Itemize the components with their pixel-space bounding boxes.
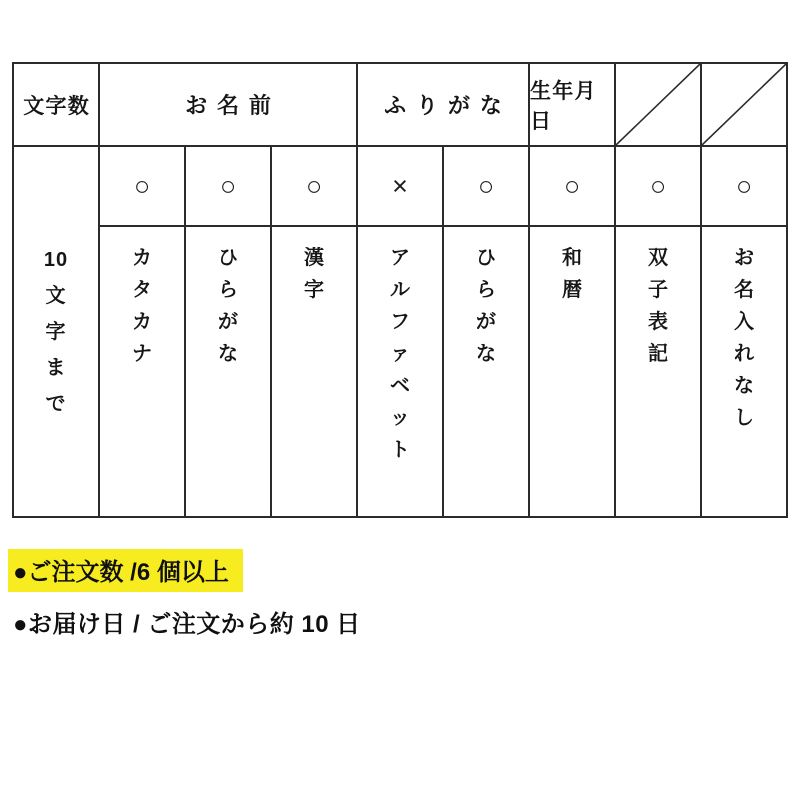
header-diagonal-cell-2 <box>700 64 786 147</box>
vertical-char: な <box>734 375 754 397</box>
vertical-char: カ <box>132 247 152 269</box>
vertical-char: ト <box>390 439 410 461</box>
vertical-char: ナ <box>132 343 152 365</box>
options-row <box>98 227 786 516</box>
vertical-char: ア <box>390 247 410 269</box>
vertical-char: カ <box>132 311 152 333</box>
vertical-char: が <box>218 311 238 333</box>
mark-katakana: ○ <box>133 170 151 201</box>
header-name-label: お名前 <box>185 93 281 118</box>
vertical-char: ベ <box>390 375 410 397</box>
mark-wareki: ○ <box>528 147 614 225</box>
vertical-char: で <box>45 392 67 415</box>
vertical-char: な <box>218 343 238 365</box>
vertical-char: な <box>476 343 496 365</box>
delivery-text: ●お届け日 / ご注文から約 10 日 <box>13 611 361 638</box>
option-hiragana-name <box>184 227 270 516</box>
header-char-count <box>14 64 98 147</box>
mark-twins: ○ <box>614 147 700 225</box>
vertical-char: 10 <box>43 248 69 271</box>
option-katakana <box>100 227 184 516</box>
header-birthdate-label: 生年月日 <box>530 79 597 133</box>
order-quantity-highlight: ●ご注文数 /6 個以上 <box>8 549 243 592</box>
vertical-char: 漢 <box>304 247 324 269</box>
option-no-name <box>700 227 786 516</box>
vertical-char: 暦 <box>562 279 582 301</box>
vertical-char: ま <box>45 356 67 379</box>
mark-kanji: ○ <box>270 147 356 225</box>
vertical-char: 表 <box>648 311 668 333</box>
diagonal-line-icon <box>702 64 786 145</box>
option-alphabet <box>356 227 442 516</box>
vertical-char: ひ <box>476 247 496 269</box>
option-kanji <box>270 227 356 516</box>
vertical-char: 和 <box>562 247 582 269</box>
vertical-char: タ <box>132 279 152 301</box>
vertical-char: 記 <box>648 343 668 365</box>
marks-row <box>98 147 786 227</box>
mark-alphabet: × <box>356 147 442 225</box>
vertical-char: ッ <box>390 407 410 429</box>
vertical-char: し <box>734 407 754 429</box>
header-birthdate <box>528 64 614 147</box>
spec-table <box>12 62 788 518</box>
option-hiragana-furigana <box>442 227 528 516</box>
note-order-quantity <box>8 549 361 592</box>
vertical-char: ら <box>218 279 238 301</box>
vertical-char: 子 <box>648 279 668 301</box>
vertical-char: ァ <box>390 343 410 365</box>
option-twins <box>614 227 700 516</box>
header-name <box>98 64 356 147</box>
vertical-char: 入 <box>734 311 754 333</box>
vertical-char: が <box>476 311 496 333</box>
header-furigana <box>356 64 528 147</box>
header-char-count-label: 文字数 <box>23 94 91 118</box>
header-diagonal-cell-1 <box>614 64 700 147</box>
vertical-char: ひ <box>218 247 238 269</box>
vertical-char: 字 <box>304 279 324 301</box>
diagonal-line-icon <box>616 64 700 145</box>
vertical-char: 双 <box>648 247 668 269</box>
vertical-char: フ <box>390 311 410 333</box>
vertical-char: ル <box>390 279 410 301</box>
vertical-char: 字 <box>45 320 67 343</box>
vertical-char: 名 <box>734 279 754 301</box>
mark-no-name: ○ <box>700 147 786 225</box>
mark-hiragana-furigana: ○ <box>442 147 528 225</box>
mark-hiragana-name: ○ <box>184 147 270 225</box>
row-label-10-chars <box>14 147 98 516</box>
vertical-char: 文 <box>45 284 67 307</box>
vertical-char: お <box>734 247 754 269</box>
vertical-char: れ <box>734 343 754 365</box>
vertical-char: ら <box>476 279 496 301</box>
option-wareki <box>528 227 614 516</box>
header-furigana-label: ふりがな <box>384 93 512 118</box>
note-delivery <box>8 601 361 644</box>
notes <box>8 549 361 653</box>
